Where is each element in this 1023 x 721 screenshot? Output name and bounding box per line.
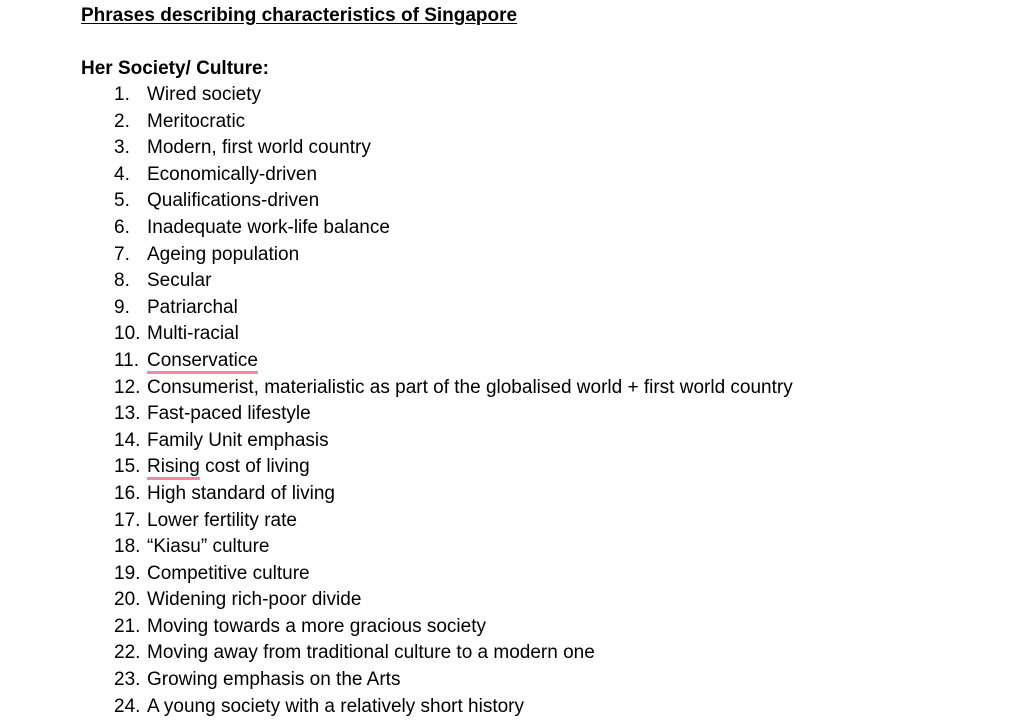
item-number: 11. bbox=[114, 349, 140, 371]
item-number: 10. bbox=[114, 323, 141, 345]
item-number: 3. bbox=[114, 137, 130, 159]
item-number: 12. bbox=[114, 376, 141, 398]
item-text[interactable]: Family Unit emphasis bbox=[147, 429, 329, 451]
item-number: 14. bbox=[114, 429, 141, 451]
document-title: Phrases describing characteristics of Singapore bbox=[81, 5, 518, 26]
item-number: 8. bbox=[114, 270, 130, 292]
item-text[interactable]: Consumerist, materialistic as part of the globalised world + first world country bbox=[147, 376, 793, 398]
item-number: 17. bbox=[114, 509, 141, 531]
spellcheck-flagged-word[interactable]: Rising bbox=[147, 456, 200, 478]
item-number: 2. bbox=[114, 110, 130, 132]
item-number: 19. bbox=[114, 562, 141, 584]
item-number: 9. bbox=[114, 296, 130, 318]
item-text[interactable]: Multi-racial bbox=[147, 323, 239, 345]
item-text[interactable]: Ageing population bbox=[147, 243, 300, 265]
item-text[interactable]: Modern, first world country bbox=[147, 137, 371, 159]
item-number: 15. bbox=[114, 456, 141, 478]
item-text[interactable]: Moving away from traditional culture to a modern one bbox=[147, 642, 595, 664]
item-number: 18. bbox=[114, 536, 141, 558]
item-text[interactable]: Wired society bbox=[147, 84, 262, 105]
item-number: 24. bbox=[114, 695, 141, 717]
item-text[interactable]: Widening rich-poor divide bbox=[147, 589, 362, 611]
item-text[interactable]: Lower fertility rate bbox=[147, 509, 297, 531]
item-number: 6. bbox=[114, 216, 130, 238]
section-heading: Her Society/ Culture: bbox=[81, 58, 269, 79]
item-number: 7. bbox=[114, 243, 130, 265]
item-text[interactable]: Competitive culture bbox=[147, 562, 310, 584]
item-text[interactable]: “Kiasu” culture bbox=[147, 536, 270, 558]
item-number: 5. bbox=[114, 190, 130, 212]
item-number: 1. bbox=[114, 84, 130, 105]
item-text[interactable]: Qualifications-driven bbox=[147, 190, 320, 212]
item-text[interactable]: Fast-paced lifestyle bbox=[147, 403, 311, 425]
item-number: 22. bbox=[114, 642, 141, 664]
spellcheck-flagged-word[interactable]: Conservatice bbox=[147, 349, 258, 371]
item-text[interactable]: Secular bbox=[147, 270, 212, 292]
item-number: 4. bbox=[114, 163, 130, 185]
item-text[interactable]: A young society with a relatively short history bbox=[147, 695, 525, 717]
item-text[interactable] bbox=[147, 455, 310, 479]
item-text-rest: cost of living bbox=[199, 456, 310, 478]
item-number: 21. bbox=[114, 615, 141, 637]
item-text[interactable]: High standard of living bbox=[147, 482, 335, 504]
item-number: 20. bbox=[114, 589, 141, 611]
item-text[interactable]: Growing emphasis on the Arts bbox=[147, 669, 401, 691]
item-text[interactable]: Patriarchal bbox=[147, 296, 238, 318]
item-number: 16. bbox=[114, 482, 141, 504]
item-text[interactable]: Inadequate work-life balance bbox=[147, 216, 390, 238]
item-number: 13. bbox=[114, 403, 141, 425]
item-text[interactable]: Moving towards a more gracious society bbox=[147, 615, 486, 637]
item-text[interactable]: Meritocratic bbox=[147, 110, 246, 132]
item-number: 23. bbox=[114, 669, 141, 691]
item-text[interactable] bbox=[147, 349, 258, 373]
item-text[interactable]: Economically-driven bbox=[147, 163, 318, 185]
